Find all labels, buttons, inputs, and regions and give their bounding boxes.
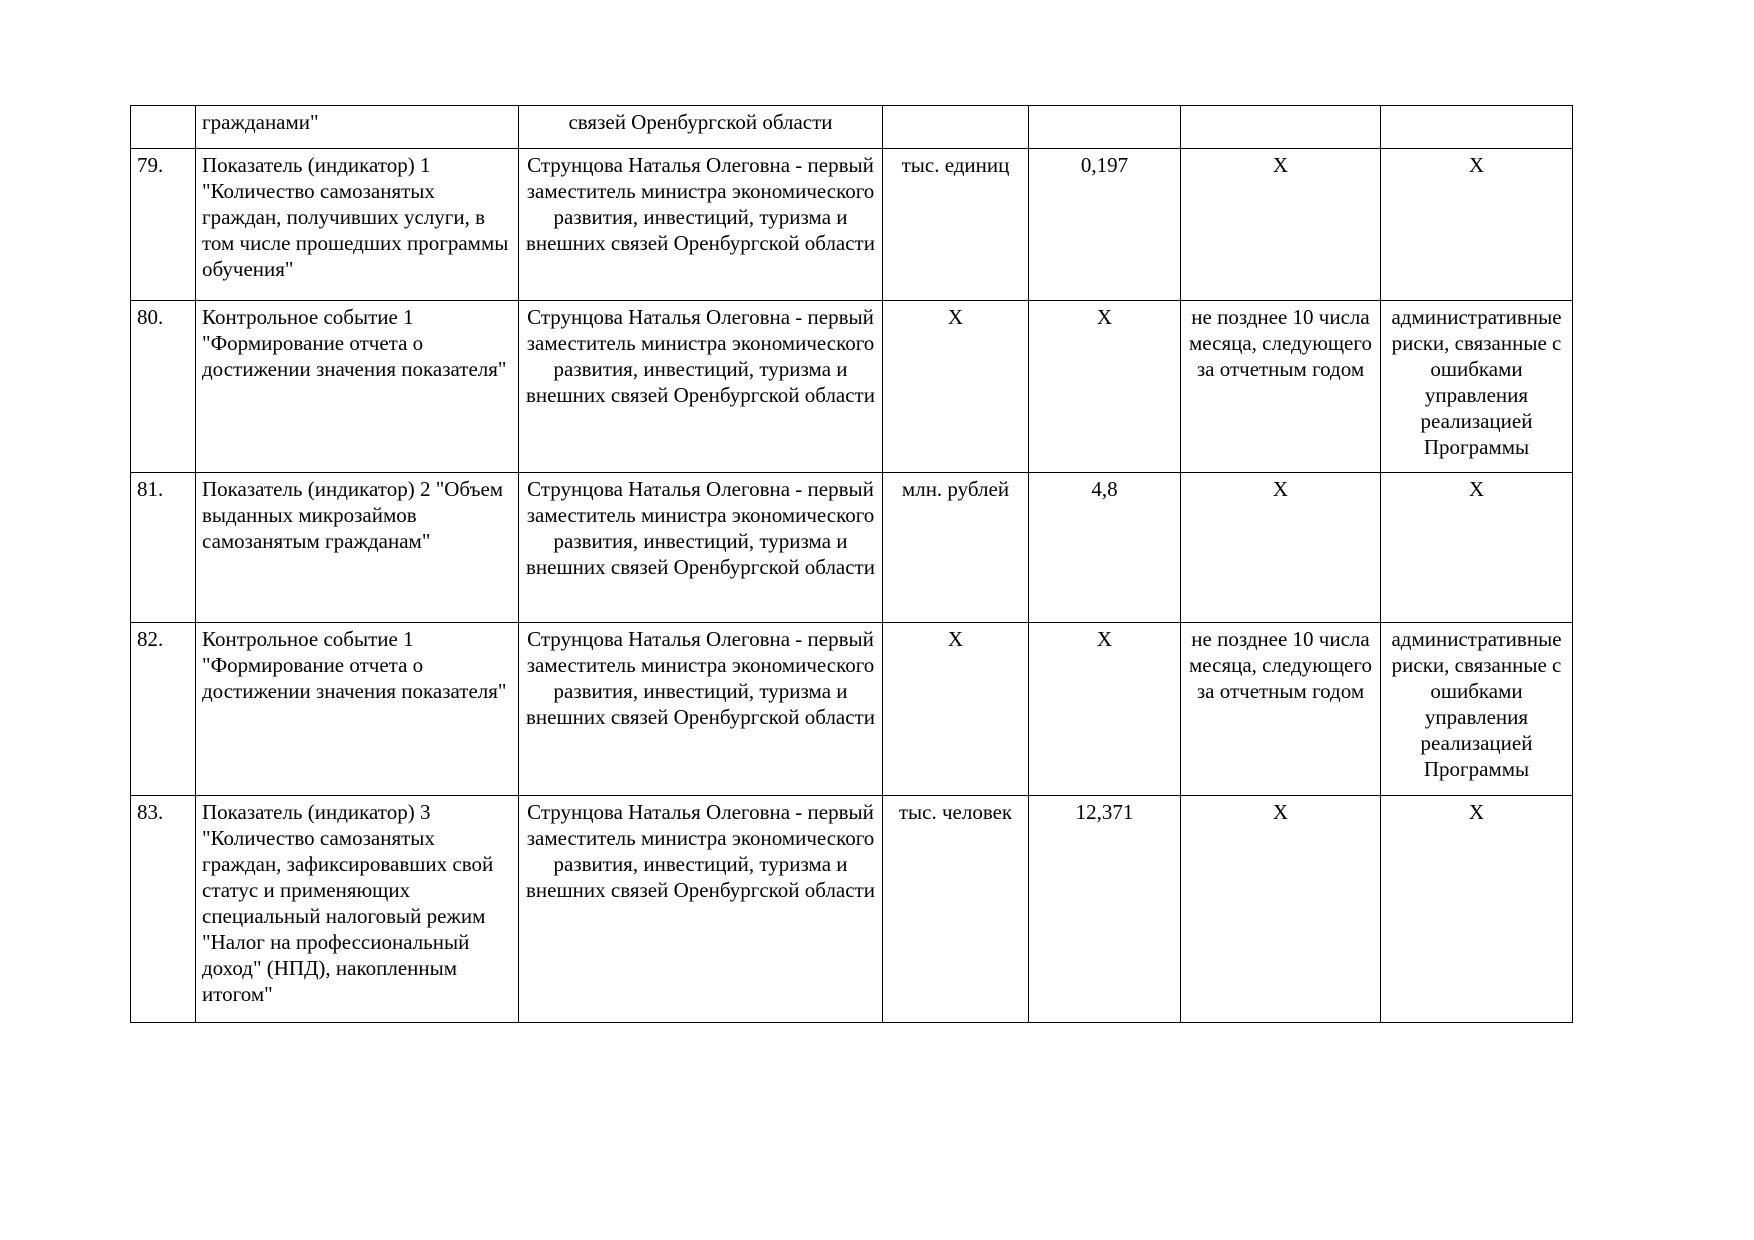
- unit-cell: тыс. человек: [883, 796, 1029, 1023]
- program-indicators-table: [130, 105, 1573, 1023]
- value-cell: 0,197: [1029, 149, 1181, 301]
- table-row: [131, 796, 1573, 1023]
- unit-cell: Х: [883, 301, 1029, 473]
- row-number-cell: 81.: [131, 473, 196, 623]
- deadline-cell: не позднее 10 числа месяца, следующего за отчетным годом: [1181, 623, 1381, 796]
- risk-cell: Х: [1381, 149, 1573, 301]
- indicator-cell: гражданами": [196, 106, 519, 149]
- value-cell: [1029, 106, 1181, 149]
- value-cell: Х: [1029, 623, 1181, 796]
- risk-cell: Х: [1381, 796, 1573, 1023]
- risk-cell: [1381, 106, 1573, 149]
- indicator-cell: Показатель (индикатор) 2 "Объем выданных микрозаймов самозанятым гражданам": [196, 473, 519, 623]
- responsible-cell: Струнцова Наталья Олеговна - первый заместитель министра экономического развития, инвестиций, туризма и внешних связей Оренбургской области: [519, 623, 883, 796]
- responsible-cell: Струнцова Наталья Олеговна - первый заместитель министра экономического развития, инвестиций, туризма и внешних связей Оренбургской области: [519, 796, 883, 1023]
- indicator-cell: Показатель (индикатор) 3 "Количество самозанятых граждан, зафиксировавших свой статус и применяющих специальный налоговый режим "Налог на профессиональный доход" (НПД), накопленным итогом": [196, 796, 519, 1023]
- responsible-cell: Струнцова Наталья Олеговна - первый заместитель министра экономического развития, инвестиций, туризма и внешних связей Оренбургской области: [519, 473, 883, 623]
- deadline-cell: Х: [1181, 149, 1381, 301]
- indicator-cell: Контрольное событие 1 "Формирование отчета о достижении значения показателя": [196, 623, 519, 796]
- row-number-cell: 82.: [131, 623, 196, 796]
- responsible-cell: Струнцова Наталья Олеговна - первый заместитель министра экономического развития, инвестиций, туризма и внешних связей Оренбургской области: [519, 301, 883, 473]
- row-number-cell: 83.: [131, 796, 196, 1023]
- table-row: [131, 301, 1573, 473]
- unit-cell: млн. рублей: [883, 473, 1029, 623]
- table-row: [131, 106, 1573, 149]
- row-number-cell: 80.: [131, 301, 196, 473]
- indicator-cell: Показатель (индикатор) 1 "Количество самозанятых граждан, получивших услуги, в том числе прошедших программы обучения": [196, 149, 519, 301]
- row-number-cell: [131, 106, 196, 149]
- value-cell: Х: [1029, 301, 1181, 473]
- unit-cell: Х: [883, 623, 1029, 796]
- risk-cell: административные риски, связанные с ошибками управления реализацией Программы: [1381, 301, 1573, 473]
- unit-cell: [883, 106, 1029, 149]
- deadline-cell: [1181, 106, 1381, 149]
- responsible-cell: Струнцова Наталья Олеговна - первый заместитель министра экономического развития, инвестиций, туризма и внешних связей Оренбургской области: [519, 149, 883, 301]
- row-number-cell: 79.: [131, 149, 196, 301]
- deadline-cell: не позднее 10 числа месяца, следующего за отчетным годом: [1181, 301, 1381, 473]
- table-row: [131, 473, 1573, 623]
- risk-cell: административные риски, связанные с ошибками управления реализацией Программы: [1381, 623, 1573, 796]
- risk-cell: Х: [1381, 473, 1573, 623]
- responsible-cell: связей Оренбургской области: [519, 106, 883, 149]
- table-row: [131, 623, 1573, 796]
- deadline-cell: Х: [1181, 473, 1381, 623]
- deadline-cell: Х: [1181, 796, 1381, 1023]
- value-cell: 4,8: [1029, 473, 1181, 623]
- table-row: [131, 149, 1573, 301]
- indicator-cell: Контрольное событие 1 "Формирование отчета о достижении значения показателя": [196, 301, 519, 473]
- unit-cell: тыс. единиц: [883, 149, 1029, 301]
- value-cell: 12,371: [1029, 796, 1181, 1023]
